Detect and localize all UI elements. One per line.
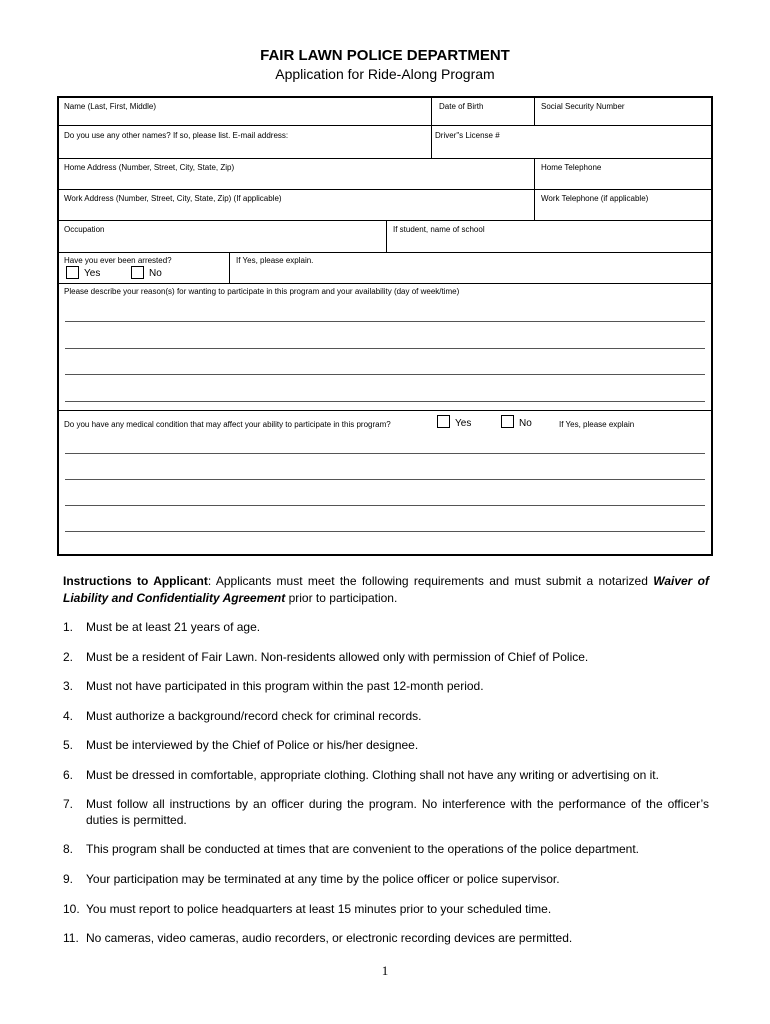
item-number: 5.	[63, 738, 74, 752]
drivers-license-field[interactable]: Driver"s License #	[435, 131, 500, 140]
work-telephone-field[interactable]: Work Telephone (if applicable)	[541, 194, 649, 203]
home-address-field[interactable]: Home Address (Number, Street, City, State, Zip)	[64, 163, 235, 172]
item-number: 11.	[63, 931, 79, 945]
requirement-item	[63, 708, 709, 724]
medical-yes-label: Yes	[455, 418, 472, 429]
arrested-yes-checkbox[interactable]	[66, 266, 79, 279]
reasons-writing-line[interactable]	[65, 348, 705, 349]
school-field[interactable]: If student, name of school	[393, 225, 485, 234]
row-divider	[59, 220, 711, 221]
item-number: 6.	[63, 768, 74, 782]
requirement-item	[63, 871, 709, 887]
row-divider	[59, 125, 711, 126]
medical-no-label: No	[519, 418, 532, 429]
reasons-writing-line[interactable]	[65, 374, 705, 375]
column-divider	[534, 158, 535, 221]
medical-yes-checkbox[interactable]	[437, 415, 450, 428]
item-text: Must be interviewed by the Chief of Police or his/her designee.	[86, 738, 419, 752]
item-number: 3.	[63, 679, 74, 693]
item-text: Must authorize a background/record check for criminal records.	[86, 709, 422, 723]
arrested-question: Have you ever been arrested?	[64, 256, 172, 265]
page-number: 1	[381, 963, 389, 978]
item-text: Must be at least 21 years of age.	[86, 620, 261, 634]
row-divider	[59, 410, 711, 411]
item-number: 2.	[63, 650, 74, 664]
arrested-no-checkbox[interactable]	[131, 266, 144, 279]
application-form	[57, 96, 713, 556]
arrested-yes-label: Yes	[84, 268, 101, 279]
medical-explain-label: If Yes, please explain	[559, 420, 635, 429]
column-divider	[229, 252, 230, 284]
waiver-title: Waiver of Liability and Confidentiality Agreement	[63, 574, 709, 605]
requirement-item	[63, 678, 709, 694]
item-text: Must be dressed in comfortable, appropriate clothing. Clothing shall not have any writing or advertising on it.	[86, 768, 659, 782]
item-text: Must be a resident of Fair Lawn. Non-residents allowed only with permission of Chief of Police.	[86, 650, 589, 664]
column-divider	[431, 98, 432, 158]
home-telephone-field[interactable]: Home Telephone	[541, 163, 602, 172]
arrested-no-label: No	[149, 268, 162, 279]
instructions-tail: prior to participation.	[285, 591, 398, 605]
requirement-item	[63, 841, 709, 857]
occupation-field[interactable]: Occupation	[64, 225, 105, 234]
medical-writing-line[interactable]	[65, 505, 705, 506]
row-divider	[59, 283, 711, 284]
item-text: No cameras, video cameras, audio recorders, or electronic recording devices are permitted.	[86, 931, 573, 945]
reasons-writing-line[interactable]	[65, 401, 705, 402]
item-number: 10.	[63, 902, 80, 916]
requirement-item	[63, 649, 709, 665]
name-field[interactable]: Name (Last, First, Middle)	[64, 102, 157, 111]
row-divider	[59, 158, 711, 159]
item-number: 1.	[63, 620, 74, 634]
page-subtitle: Application for Ride-Along Program	[275, 66, 495, 82]
work-address-field[interactable]: Work Address (Number, Street, City, State, Zip) (If applicable)	[64, 194, 282, 203]
ssn-field[interactable]: Social Security Number	[541, 102, 625, 111]
medical-writing-line[interactable]	[65, 479, 705, 480]
row-divider	[59, 252, 711, 253]
column-divider	[386, 220, 387, 253]
arrested-explain-field[interactable]: If Yes, please explain.	[236, 256, 314, 265]
reasons-label: Please describe your reason(s) for wanting to participate in this program and your availability (day of week/time)	[64, 287, 460, 296]
requirement-item	[63, 930, 709, 946]
date-of-birth-field[interactable]: Date of Birth	[439, 102, 484, 111]
medical-writing-line[interactable]	[65, 453, 705, 454]
page-title: FAIR LAWN POLICE DEPARTMENT	[260, 47, 510, 64]
requirement-item	[63, 901, 709, 917]
item-text: Must not have participated in this program within the past 12-month period.	[86, 679, 484, 693]
item-text: You must report to police headquarters at least 15 minutes prior to your scheduled time.	[86, 902, 552, 916]
requirement-item	[63, 737, 709, 753]
item-number: 7.	[63, 797, 74, 811]
requirement-item	[63, 619, 709, 635]
reasons-writing-line[interactable]	[65, 321, 705, 322]
item-text: Must follow all instructions by an officer during the program. No interference with the performance of the officer’s duties is permitted.	[86, 797, 709, 827]
instructions-text: : Applicants must meet the following requirements and must submit a notarized	[207, 574, 654, 588]
medical-question: Do you have any medical condition that may affect your ability to participate in this program?	[64, 420, 391, 429]
instructions-paragraph	[63, 573, 709, 607]
requirement-item	[63, 796, 709, 828]
item-number: 9.	[63, 872, 74, 886]
requirement-item	[63, 767, 709, 783]
item-number: 4.	[63, 709, 74, 723]
medical-no-checkbox[interactable]	[501, 415, 514, 428]
column-divider	[534, 98, 535, 126]
instructions-heading: Instructions to Applicant	[63, 574, 208, 588]
item-number: 8.	[63, 842, 74, 856]
item-text: Your participation may be terminated at any time by the police officer or police supervisor.	[86, 872, 560, 886]
medical-writing-line[interactable]	[65, 531, 705, 532]
other-names-email-field[interactable]: Do you use any other names? If so, please list. E-mail address:	[64, 131, 289, 140]
row-divider	[59, 189, 711, 190]
item-text: This program shall be conducted at times that are convenient to the operations of the police department.	[86, 842, 639, 856]
